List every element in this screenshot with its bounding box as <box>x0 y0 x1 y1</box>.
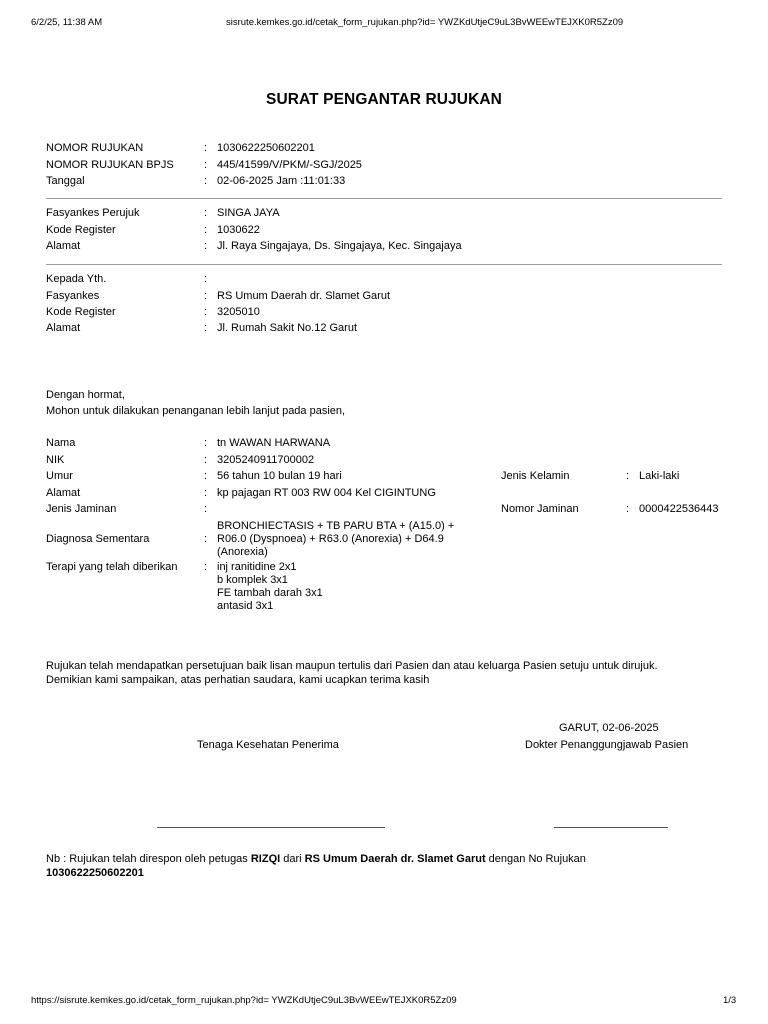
value-alamat: kp pajagan RT 003 RW 004 Kel CIGINTUNG <box>217 487 436 499</box>
colon: : <box>204 273 208 285</box>
label-diagnosa: Diagnosa Sementara <box>46 533 150 545</box>
label-kode-register: Kode Register <box>46 224 116 236</box>
label-nomor-rujukan: NOMOR RUJUKAN <box>46 142 144 154</box>
diagnosa-line: BRONCHIECTASIS + TB PARU BTA + (A15.0) + <box>217 520 455 532</box>
note-text: Nb : Rujukan telah direspon oleh petugas <box>46 853 251 865</box>
row-alamat-pasien <box>46 487 736 503</box>
note-referral-number: 1030622250602201 <box>46 867 144 879</box>
colon: : <box>204 207 208 219</box>
greeting-line: Mohon untuk dilakukan penanganan lebih lanjut pada pasien, <box>46 405 346 417</box>
doctor-signature-line <box>554 827 668 828</box>
label-terapi: Terapi yang telah diberikan <box>46 561 178 573</box>
print-header-url: sisrute.kemkes.go.id/cetak_form_rujukan.php?id= YWZKdUtjeC9uL3BvWEEwTEJXK0R5Zz09 <box>226 17 624 28</box>
value-alamat: Jl. Rumah Sakit No.12 Garut <box>217 322 358 334</box>
label-alamat: Alamat <box>46 322 81 334</box>
value-nomor-jaminan: 0000422536443 <box>639 503 719 515</box>
label-umur: Umur <box>46 470 73 482</box>
row-jaminan <box>46 503 736 519</box>
colon: : <box>204 454 208 466</box>
consent-line: Demikian kami sampaikan, atas perhatian saudara, kami ucapkan terima kasih <box>46 674 430 686</box>
colon: : <box>626 470 630 482</box>
note-text: dari <box>280 853 305 865</box>
row-nama <box>46 437 736 453</box>
colon: : <box>204 503 208 515</box>
label-fasyankes: Fasyankes <box>46 290 100 302</box>
row-nomor-rujukan <box>46 142 736 158</box>
colon: : <box>204 142 208 154</box>
place-date: GARUT, 02-06-2025 <box>559 722 659 734</box>
print-datetime: 6/2/25, 11:38 AM <box>31 17 103 28</box>
label-nomor-jaminan: Nomor Jaminan <box>501 503 579 515</box>
label-nomor-rujukan-bpjs: NOMOR RUJUKAN BPJS <box>46 159 174 171</box>
value-alamat: Jl. Raya Singajaya, Ds. Singajaya, Kec. Singajaya <box>217 240 462 252</box>
row-kode-register-tujuan <box>46 306 736 322</box>
row-alamat-tujuan <box>46 322 736 338</box>
label-jenis-jaminan: Jenis Jaminan <box>46 503 117 515</box>
value-nik: 3205240911700002 <box>217 454 315 466</box>
value-umur: 56 tahun 10 bulan 19 hari <box>217 470 342 482</box>
label-nama: Nama <box>46 437 76 449</box>
terapi-line: inj ranitidine 2x1 <box>217 561 297 573</box>
colon: : <box>204 175 208 187</box>
document-title: SURAT PENGANTAR RUJUKAN <box>266 91 502 108</box>
value-fasyankes: RS Umum Daerah dr. Slamet Garut <box>217 290 391 302</box>
diagnosa-line: (Anorexia) <box>217 546 268 558</box>
row-fasyankes-tujuan <box>46 290 736 306</box>
colon: : <box>204 533 208 545</box>
value-tanggal: 02-06-2025 Jam :11:01:33 <box>217 175 346 187</box>
value-diagnosa <box>217 520 454 559</box>
page-number: 1/3 <box>723 995 737 1006</box>
value-nama: tn WAWAN HARWANA <box>217 437 331 449</box>
row-kode-register-perujuk <box>46 224 736 240</box>
row-nik <box>46 454 736 470</box>
diagnosa-line: R06.0 (Dyspnoea) + R63.0 (Anorexia) + D64.9 <box>217 533 444 545</box>
note-text: dengan No Rujukan <box>485 853 586 865</box>
value-kode-register: 3205010 <box>217 306 260 318</box>
colon: : <box>626 503 630 515</box>
label-fasyankes-perujuk: Fasyankes Perujuk <box>46 207 140 219</box>
colon: : <box>204 224 208 236</box>
value-jenis-kelamin: Laki-laki <box>639 470 680 482</box>
colon: : <box>204 487 208 499</box>
divider <box>46 198 722 199</box>
row-kepada <box>46 273 736 289</box>
greeting-line: Dengan hormat, <box>46 389 125 401</box>
colon: : <box>204 470 208 482</box>
row-nomor-rujukan-bpjs <box>46 159 736 175</box>
label-jenis-kelamin: Jenis Kelamin <box>501 470 570 482</box>
colon: : <box>204 322 208 334</box>
colon: : <box>204 240 208 252</box>
label-kode-register: Kode Register <box>46 306 116 318</box>
label-kepada: Kepada Yth. <box>46 273 107 285</box>
row-umur <box>46 470 736 486</box>
label-alamat: Alamat <box>46 487 81 499</box>
colon: : <box>204 159 208 171</box>
note-officer: RIZQI <box>250 853 281 865</box>
consent-line: Rujukan telah mendapatkan persetujuan baik lisan maupun tertulis dari Pasien dan atau keluarga Pasien setuju untuk dirujuk. <box>46 660 658 672</box>
terapi-line: b komplek 3x1 <box>217 574 288 586</box>
row-alamat-perujuk <box>46 240 736 256</box>
terapi-line: antasid 3x1 <box>217 600 274 612</box>
row-fasyankes-perujuk <box>46 207 736 223</box>
label-alamat: Alamat <box>46 240 81 252</box>
colon: : <box>204 561 208 573</box>
divider <box>46 264 722 265</box>
value-terapi <box>217 561 323 613</box>
value-kode-register: 1030622 <box>217 224 260 236</box>
value-nomor-rujukan: 1030622250602201 <box>217 142 315 154</box>
value-fasyankes-perujuk: SINGA JAYA <box>217 207 280 219</box>
terapi-line: FE tambah darah 3x1 <box>217 587 323 599</box>
value-nomor-rujukan-bpjs: 445/41599/V/PKM/-SGJ/2025 <box>217 159 362 171</box>
colon: : <box>204 290 208 302</box>
label-tanggal: Tanggal <box>46 175 85 187</box>
note-hospital: RS Umum Daerah dr. Slamet Garut <box>304 853 486 865</box>
label-nik: NIK <box>46 454 65 466</box>
doctor-role: Dokter Penanggungjawab Pasien <box>525 739 689 751</box>
colon: : <box>204 437 208 449</box>
response-note <box>46 853 586 865</box>
row-tanggal <box>46 175 736 191</box>
receiver-role: Tenaga Kesehatan Penerima <box>197 739 339 751</box>
print-footer-url: https://sisrute.kemkes.go.id/cetak_form_rujukan.php?id= YWZKdUtjeC9uL3BvWEEwTEJXK0R5Zz09 <box>31 995 457 1006</box>
colon: : <box>204 306 208 318</box>
receiver-signature-line <box>157 827 385 828</box>
